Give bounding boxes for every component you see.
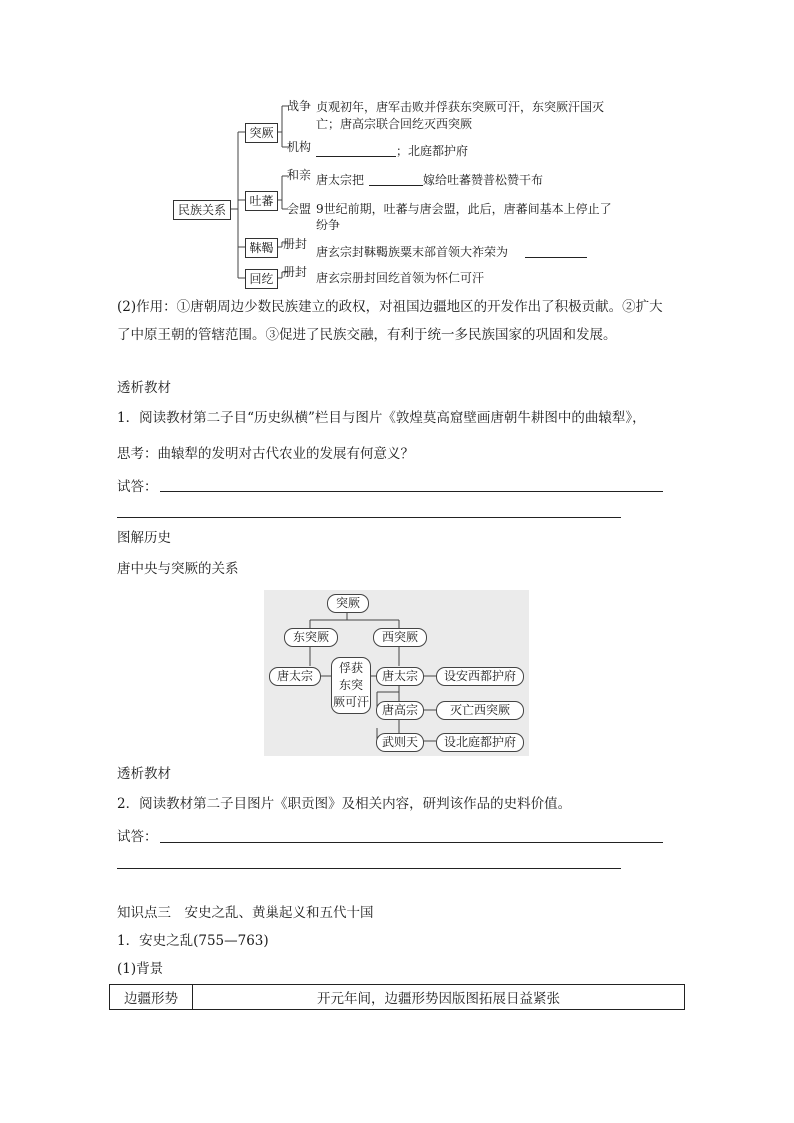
table-content: 开元年间，边疆形势因版图拓展日益紧张 bbox=[193, 985, 685, 1010]
kp3-subtitle-2: (1)背景 bbox=[117, 961, 164, 977]
answer-line-1a[interactable] bbox=[160, 491, 663, 492]
blank-mohe bbox=[525, 257, 587, 258]
tag-war: 战争 bbox=[287, 99, 312, 113]
branch-tujue: 突厥 bbox=[245, 123, 278, 143]
institution-text: ；北庭都护府 bbox=[396, 144, 469, 158]
node-taizong-right: 唐太宗 bbox=[376, 667, 424, 686]
node-west-tujue: 西突厥 bbox=[373, 628, 427, 647]
knowledge-point-3-title: 知识点三 安史之乱、黄巢起义和五代十国 bbox=[117, 905, 374, 921]
section-title-1: 透析教材 bbox=[117, 380, 171, 396]
mohe-text: 唐玄宗封靺鞨族粟末部首领大祚荣为 bbox=[316, 245, 509, 259]
answer-line-1b[interactable] bbox=[117, 517, 621, 518]
tag-huimeng: 会盟 bbox=[287, 202, 312, 216]
node-captured bbox=[331, 657, 371, 714]
tang-tujue-diagram bbox=[264, 590, 529, 756]
diagram-caption: 唐中央与突厥的关系 bbox=[117, 561, 239, 577]
branch-tubo: 吐蕃 bbox=[245, 191, 278, 211]
tag-cefeng-huihe: 册封 bbox=[283, 265, 308, 279]
answer-line-2a[interactable] bbox=[160, 842, 663, 843]
table-row bbox=[110, 985, 685, 1010]
heqin-text-a: 唐太宗把 bbox=[316, 173, 365, 187]
blank-heqin bbox=[369, 185, 423, 186]
section-title-2: 透析教材 bbox=[117, 766, 171, 782]
node-taizong-left: 唐太宗 bbox=[269, 667, 321, 686]
node-beiting: 设北庭都护府 bbox=[436, 733, 524, 752]
table-label: 边疆形势 bbox=[110, 985, 193, 1010]
node-anxi: 设安西都护府 bbox=[436, 667, 524, 686]
heqin-text-b: 嫁给吐蕃赞普松赞干布 bbox=[423, 173, 544, 187]
node-destroy-west: 灭亡西突厥 bbox=[436, 701, 524, 720]
answer-label-2: 试答： bbox=[117, 829, 158, 845]
branch-huihe: 回纥 bbox=[245, 269, 278, 289]
node-wuzetian: 武则天 bbox=[376, 733, 424, 752]
tag-cefeng-mohe: 册封 bbox=[283, 237, 308, 251]
captured-line-2: 东突 bbox=[338, 678, 363, 692]
answer-label-1: 试答： bbox=[117, 479, 158, 495]
question-1-line-1: 1．阅读教材第二子目“历史纵横”栏目与图片《敦煌莫高窟壁画唐朝牛耕图中的曲辕犁》， bbox=[117, 410, 646, 426]
tag-heqin: 和亲 bbox=[287, 168, 312, 182]
answer-line-2b[interactable] bbox=[117, 868, 621, 869]
question-1-line-2: 思考：曲辕犁的发明对古代农业的发展有何意义？ bbox=[117, 446, 414, 462]
node-gaozong: 唐高宗 bbox=[376, 701, 424, 720]
blank-institution bbox=[316, 156, 396, 157]
effect-line-2: 了中原王朝的管辖范围。③促进了民族交融，有利于统一多民族国家的巩固和发展。 bbox=[117, 327, 617, 343]
war-text-2: 亡；唐高宗联合回纥灭西突厥 bbox=[316, 117, 473, 131]
branch-mohe: 靺鞨 bbox=[245, 238, 278, 258]
huimeng-text-1: 9世纪前期，吐蕃与唐会盟，此后，唐蕃间基本上停止了 bbox=[316, 202, 612, 216]
tree-root: 民族关系 bbox=[173, 200, 231, 220]
huimeng-text-2: 纷争 bbox=[316, 218, 341, 232]
question-2: 2．阅读教材第二子目图片《职贡图》及相关内容，研判该作品的史料价值。 bbox=[117, 796, 572, 812]
node-tujue: 突厥 bbox=[327, 594, 369, 613]
kp3-subtitle-1: 1．安史之乱(755—763) bbox=[117, 933, 269, 949]
node-east-tujue: 东突厥 bbox=[284, 628, 338, 647]
captured-line-3: 厥可汗 bbox=[332, 695, 369, 709]
war-text-1: 贞观初年，唐军击败并俘获东突厥可汗，东突厥汗国灭 bbox=[316, 100, 605, 114]
background-table bbox=[109, 984, 685, 1010]
tag-institution: 机构 bbox=[287, 140, 312, 154]
captured-line-1: 俘获 bbox=[338, 661, 363, 675]
effect-line-1: (2)作用：①唐朝周边少数民族建立的政权，对祖国边疆地区的开发作出了积极贡献。②扩大 bbox=[117, 299, 663, 315]
huihe-text: 唐玄宗册封回纥首领为怀仁可汗 bbox=[316, 271, 485, 285]
diagram-section-title: 图解历史 bbox=[117, 530, 171, 546]
